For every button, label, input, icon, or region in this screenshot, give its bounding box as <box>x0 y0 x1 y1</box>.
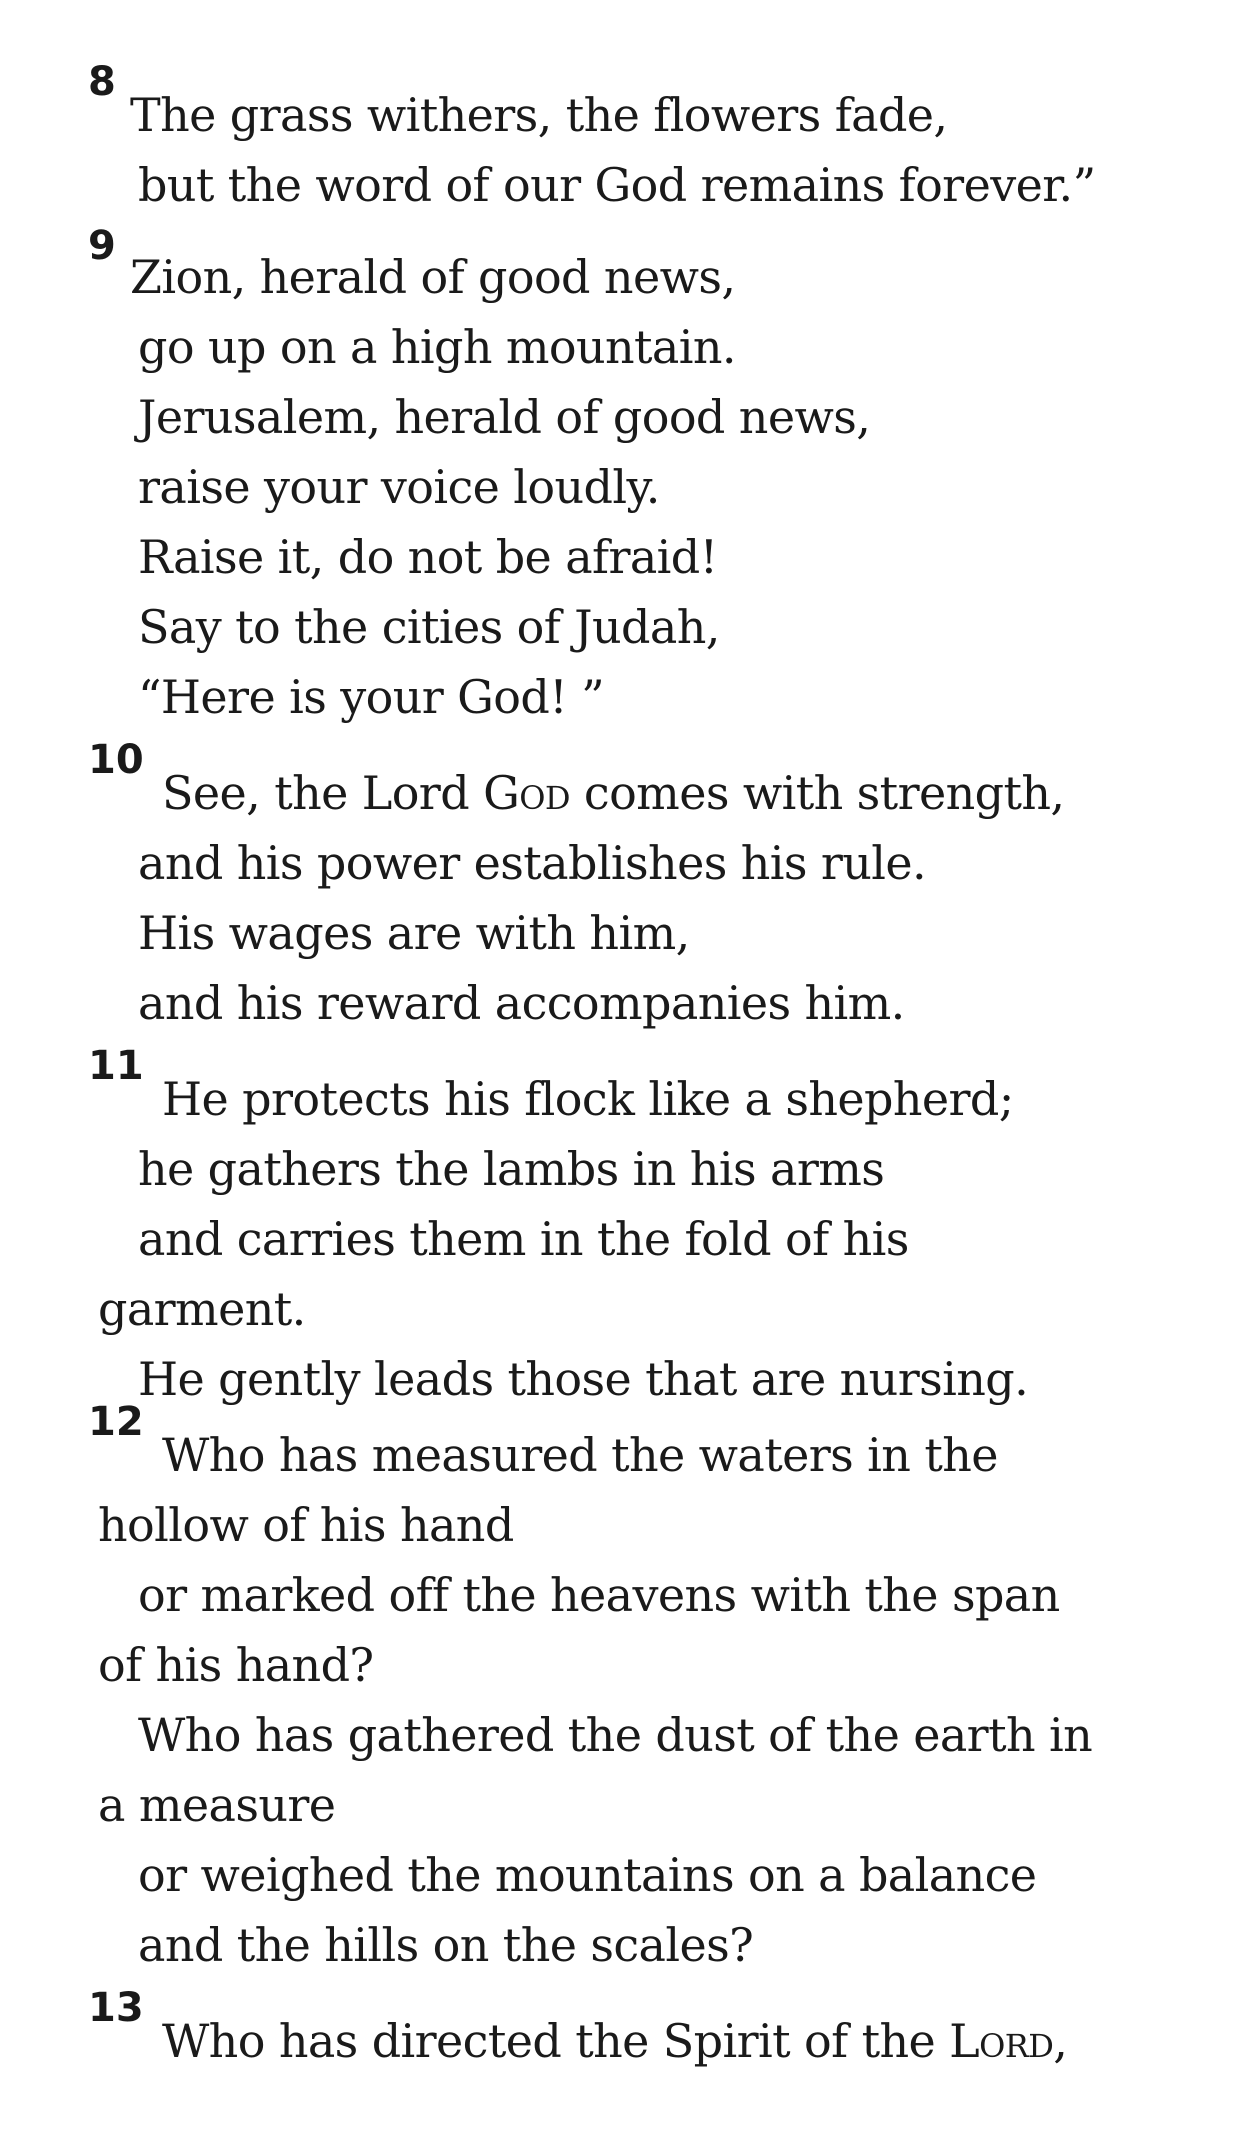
verse-line: he gathers the lambs in his arms <box>138 1142 885 1196</box>
verse-number: 11 <box>88 1043 144 1089</box>
verse-line: Who has gathered the dust of the earth in <box>138 1708 1093 1762</box>
verse-line: or weighed the mountains on a balance <box>138 1848 1037 1902</box>
verse-line: raise your voice loudly. <box>138 460 660 514</box>
verse-line: garment. <box>98 1282 306 1336</box>
verse-line: The grass withers, the flowers fade, <box>130 88 948 142</box>
verse-number: 13 <box>88 1985 144 2031</box>
verse-line: His wages are with him, <box>138 906 690 960</box>
divine-name-small-caps: God <box>483 766 570 820</box>
verse-line: of his hand? <box>98 1638 374 1692</box>
verse-text: See, the Lord <box>162 766 484 820</box>
verse-line: Raise it, do not be afraid! <box>138 530 718 584</box>
verse-text: Who has directed the Spirit of the <box>162 2014 950 2068</box>
verse-line: but the word of our God remains forever.” <box>138 158 1096 212</box>
verse-line: and his power establishes his rule. <box>138 836 927 890</box>
verse-number: 9 <box>88 223 116 269</box>
verse-line: and the hills on the scales? <box>138 1918 754 1972</box>
divine-name-small-caps: Lord <box>949 2014 1054 2068</box>
verse-text: comes with strength, <box>569 766 1065 820</box>
verse-line: Say to the cities of Judah, <box>138 600 720 654</box>
verse-number: 10 <box>88 737 144 783</box>
verse-line: “Here is your God! ” <box>138 670 605 724</box>
verse-line: go up on a high mountain. <box>138 320 736 374</box>
verse-line: Zion, herald of good news, <box>130 250 736 304</box>
verse-line: He gently leads those that are nursing. <box>138 1352 1029 1406</box>
verse-line <box>162 2014 1068 2068</box>
verse-line: a measure <box>98 1778 336 1832</box>
verse-number: 8 <box>88 59 116 105</box>
verse-text: , <box>1053 2014 1068 2068</box>
verse-line: He protects his flock like a shepherd; <box>162 1072 1014 1126</box>
verse-line: Jerusalem, herald of good news, <box>138 390 871 444</box>
verse-line: and carries them in the fold of his <box>138 1212 909 1266</box>
verse-number: 12 <box>88 1399 144 1445</box>
verse-line: and his reward accompanies him. <box>138 976 905 1030</box>
verse-line: or marked off the heavens with the span <box>138 1568 1060 1622</box>
verse-line: Who has measured the waters in the <box>162 1428 998 1482</box>
verse-line: hollow of his hand <box>98 1498 514 1552</box>
verse-line <box>162 766 1065 820</box>
